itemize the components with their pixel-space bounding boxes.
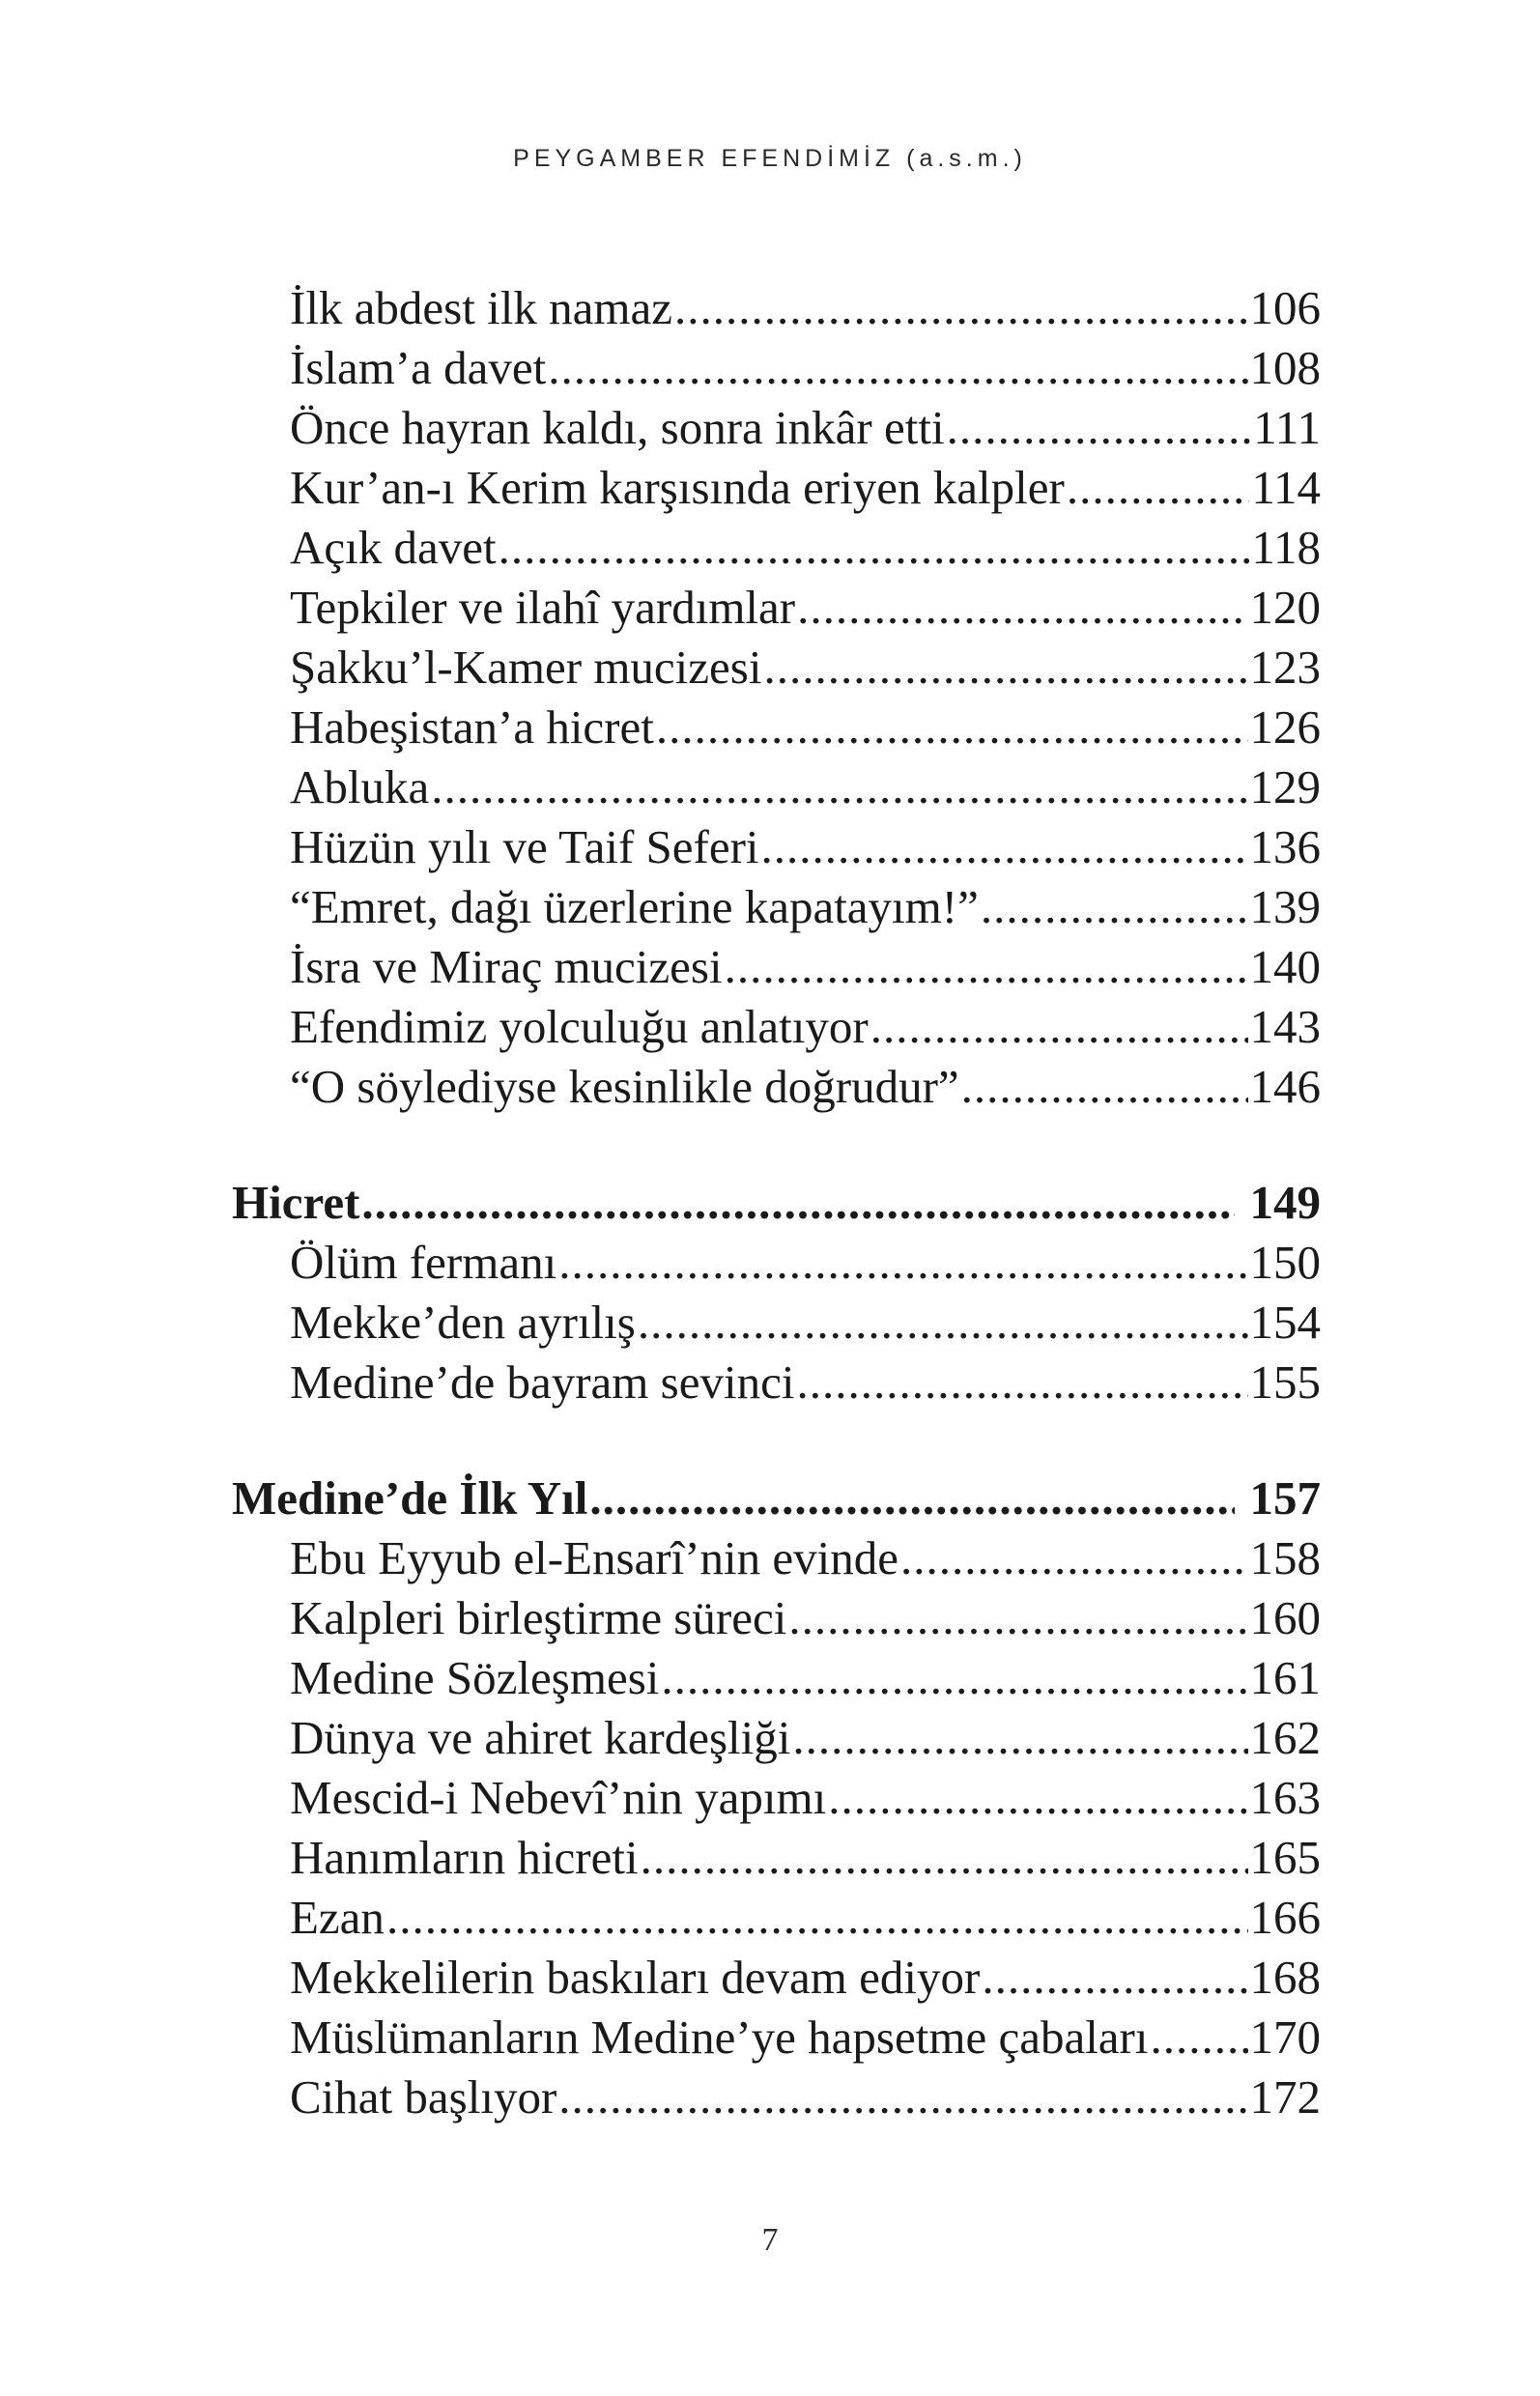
toc-entry-page: 136: [1249, 820, 1321, 873]
section-gap: [232, 1412, 1321, 1469]
toc-entry-page: 165: [1249, 1831, 1321, 1884]
toc-entry-title: Abluka: [290, 760, 430, 813]
dot-leader: [431, 757, 1247, 817]
toc-entry[interactable]: [232, 2008, 1321, 2068]
toc-entry-page: 126: [1249, 700, 1321, 754]
toc-entry-title: Ebu Eyyub el-Ensarî’nin evinde: [290, 1531, 899, 1584]
toc-entry-title: Müslümanların Medine’ye hapsetme çabaları: [290, 2011, 1149, 2064]
toc-entry[interactable]: [232, 1768, 1321, 1828]
dot-leader: [725, 937, 1248, 997]
dot-leader: [589, 1469, 1234, 1528]
dot-leader: [981, 877, 1248, 937]
toc-entry[interactable]: [232, 398, 1321, 458]
toc-entry[interactable]: [232, 458, 1321, 518]
toc-entry-page: 154: [1249, 1296, 1321, 1349]
table-of-contents: [232, 278, 1321, 2127]
toc-entry-title: Tepkiler ve ilahî yardımlar: [290, 581, 796, 634]
dot-leader: [763, 638, 1247, 698]
dot-leader: [797, 578, 1247, 638]
toc-entry-title: Ölüm fermanı: [290, 1236, 557, 1289]
toc-entry[interactable]: [232, 997, 1321, 1057]
running-header: PEYGAMBER EFENDİMİZ (a.s.m.): [513, 145, 1027, 172]
toc-entry-page: 158: [1249, 1531, 1321, 1584]
toc-entry[interactable]: [232, 1233, 1321, 1293]
dot-leader: [638, 1293, 1248, 1353]
toc-entry-page: 160: [1249, 1591, 1321, 1644]
toc-entry[interactable]: [232, 1708, 1321, 1768]
toc-section: [232, 1173, 1321, 1412]
toc-entry[interactable]: [232, 817, 1321, 877]
toc-chapter-page: 149: [1249, 1176, 1321, 1229]
toc-entry-page: 163: [1249, 1771, 1321, 1824]
toc-entry[interactable]: [232, 1353, 1321, 1412]
toc-entry[interactable]: [232, 877, 1321, 937]
toc-entry-title: Medine Sözleşmesi: [290, 1651, 660, 1704]
toc-entry[interactable]: [232, 698, 1321, 757]
toc-entry[interactable]: [232, 1948, 1321, 2008]
toc-entry[interactable]: [232, 1648, 1321, 1708]
toc-chapter-heading[interactable]: [232, 1173, 1321, 1233]
toc-entry-title: Dünya ve ahiret kardeşliği: [290, 1711, 791, 1764]
toc-entry-page: 170: [1249, 2011, 1321, 2064]
toc-entry-page: 162: [1249, 1711, 1321, 1764]
toc-entry[interactable]: [232, 1293, 1321, 1353]
toc-entry-page: 161: [1249, 1651, 1321, 1704]
toc-entry-title: Mescid-i Nebevî’nin yapımı: [290, 1771, 827, 1824]
toc-entry[interactable]: [232, 2068, 1321, 2127]
toc-entry-title: İslam’a davet: [290, 341, 547, 394]
toc-entry-title: Önce hayran kaldı, sonra inkâr etti: [290, 401, 945, 454]
dot-leader: [982, 1948, 1247, 2008]
toc-entry[interactable]: [232, 578, 1321, 638]
toc-entry-title: İsra ve Miraç mucizesi: [290, 940, 723, 993]
toc-entry-page: 114: [1251, 461, 1321, 514]
dot-leader: [661, 1648, 1247, 1708]
dot-leader: [788, 1588, 1247, 1648]
page-number: 7: [761, 2222, 779, 2258]
toc-entry[interactable]: [232, 1057, 1321, 1117]
dot-leader: [900, 1528, 1247, 1588]
toc-entry-page: 155: [1249, 1355, 1321, 1409]
toc-entry-title: Kur’an-ı Kerim karşısında eriyen kalpler: [290, 461, 1065, 514]
toc-chapter-heading[interactable]: [232, 1469, 1321, 1528]
dot-leader: [828, 1768, 1247, 1828]
toc-entry-page: 166: [1249, 1891, 1321, 1944]
toc-entry-page: 150: [1249, 1236, 1321, 1289]
toc-entry-title: Kalpleri birleştirme süreci: [290, 1591, 787, 1644]
toc-entry[interactable]: [232, 1588, 1321, 1648]
dot-leader: [641, 1828, 1248, 1888]
toc-chapter-title: Hicret: [232, 1176, 360, 1229]
dot-leader: [361, 1173, 1234, 1233]
dot-leader: [761, 817, 1248, 877]
toc-section: [232, 278, 1321, 1117]
toc-entry[interactable]: [232, 1888, 1321, 1948]
section-gap: [232, 1117, 1321, 1173]
toc-entry-title: Açık davet: [290, 521, 497, 574]
toc-entry[interactable]: [232, 937, 1321, 997]
dot-leader: [796, 1353, 1247, 1412]
toc-entry-page: 172: [1249, 2070, 1321, 2124]
toc-entry[interactable]: [232, 278, 1321, 338]
toc-entry-page: 111: [1253, 401, 1321, 454]
toc-entry-title: Hanımların hicreti: [290, 1831, 639, 1884]
toc-entry-title: Habeşistan’a hicret: [290, 700, 654, 754]
toc-chapter-title: Medine’de İlk Yıl: [232, 1471, 588, 1525]
toc-entry-title: Cihat başlıyor: [290, 2070, 557, 2124]
toc-entry[interactable]: [232, 1828, 1321, 1888]
toc-chapter-page: 157: [1249, 1471, 1321, 1525]
dot-leader: [1067, 458, 1249, 518]
dot-leader: [792, 1708, 1247, 1768]
dot-leader: [386, 1888, 1248, 1948]
toc-entry[interactable]: [232, 1528, 1321, 1588]
toc-entry-title: Efendimiz yolculuğu anlatıyor: [290, 1000, 869, 1053]
dot-leader: [1150, 2008, 1247, 2068]
toc-section: [232, 1469, 1321, 2127]
toc-entry-page: 168: [1249, 1951, 1321, 2004]
toc-entry-title: Mekkelilerin baskıları devam ediyor: [290, 1951, 981, 2004]
toc-entry-title: Şakku’l-Kamer mucizesi: [290, 641, 762, 694]
toc-entry-title: Mekke’den ayrılış: [290, 1296, 636, 1349]
dot-leader: [548, 338, 1247, 398]
toc-entry-title: “O söylediyse kesinlikle doğrudur”: [290, 1060, 959, 1113]
toc-entry-page: 120: [1249, 581, 1321, 634]
dot-leader: [558, 1233, 1247, 1293]
toc-entry-title: İlk abdest ilk namaz: [290, 281, 672, 334]
toc-entry-page: 139: [1249, 880, 1321, 933]
toc-entry-page: 143: [1249, 1000, 1321, 1053]
dot-leader: [961, 1057, 1248, 1117]
toc-entry[interactable]: [232, 638, 1321, 698]
toc-entry[interactable]: [232, 518, 1321, 578]
toc-entry-page: 108: [1249, 341, 1321, 394]
toc-entry-page: 123: [1249, 641, 1321, 694]
dot-leader: [558, 2068, 1247, 2127]
toc-entry-page: 129: [1249, 760, 1321, 813]
toc-entry[interactable]: [232, 757, 1321, 817]
toc-entry-title: Medine’de bayram sevinci: [290, 1355, 795, 1409]
toc-entry-title: Hüzün yılı ve Taif Seferi: [290, 820, 759, 873]
toc-entry-title: Ezan: [290, 1891, 385, 1944]
dot-leader: [656, 698, 1248, 757]
toc-entry-title: “Emret, dağı üzerlerine kapatayım!”: [290, 880, 979, 933]
dot-leader: [499, 518, 1250, 578]
toc-entry-page: 118: [1251, 521, 1321, 574]
toc-entry-page: 106: [1249, 281, 1321, 334]
dot-leader: [674, 278, 1248, 338]
dot-leader: [870, 997, 1248, 1057]
toc-entry[interactable]: [232, 338, 1321, 398]
toc-entry-page: 140: [1249, 940, 1321, 993]
toc-entry-page: 146: [1249, 1060, 1321, 1113]
dot-leader: [947, 398, 1252, 458]
